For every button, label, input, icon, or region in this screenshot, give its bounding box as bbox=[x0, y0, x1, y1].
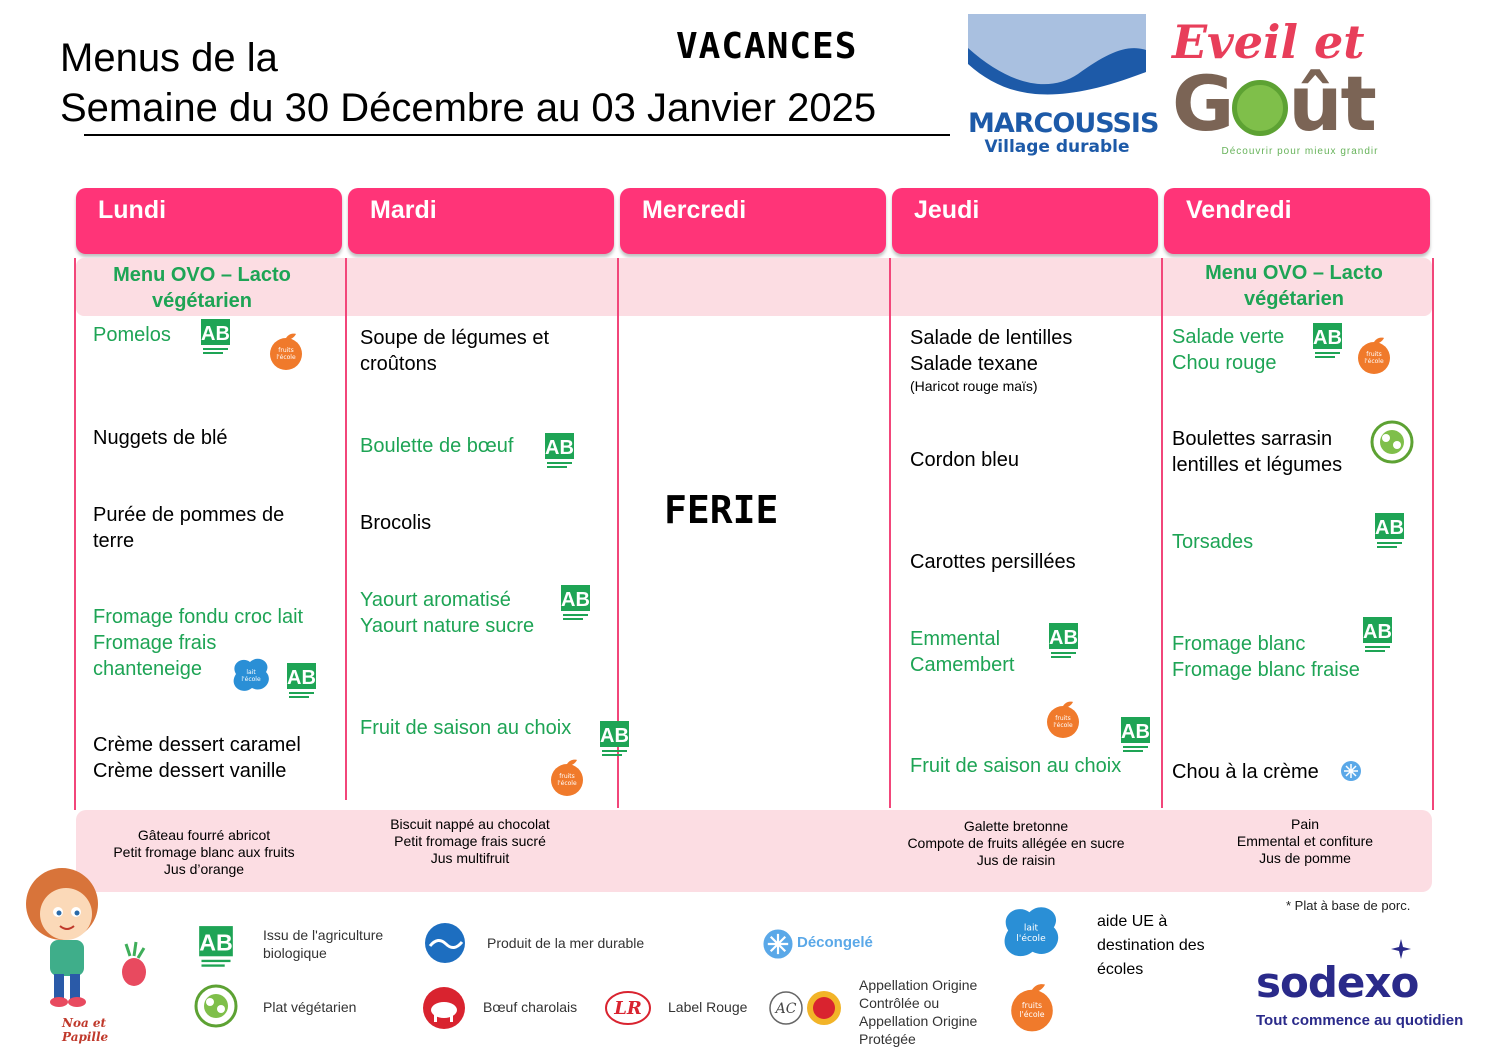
mardi-dessert: Fruit de saison au choix bbox=[360, 717, 572, 739]
jeudi-starter-note: (Haricot rouge maïs) bbox=[910, 378, 1038, 394]
sodexo-tagline: Tout commence au quotidien bbox=[1256, 1012, 1464, 1029]
mercredi-ferie: FERIE bbox=[664, 488, 779, 532]
lundi-side: Purée de pommes de terre bbox=[93, 504, 285, 552]
gouter-item: Compote de fruits allégée en sucre bbox=[907, 835, 1125, 851]
ab-bio-icon bbox=[1048, 622, 1079, 660]
ab-bio-icon bbox=[1120, 716, 1151, 754]
page-title-line1: Menus de la bbox=[60, 36, 278, 80]
mardi-dairy1: Yaourt aromatisé bbox=[360, 589, 511, 611]
lundi-dessert1: Crème dessert caramel bbox=[93, 734, 301, 756]
gouter-jeudi bbox=[896, 818, 1136, 869]
vacances-label: VACANCES bbox=[676, 26, 858, 67]
svg-text:fruits: fruits bbox=[1055, 715, 1071, 722]
legend-plat-vegetarien-icon bbox=[194, 984, 238, 1033]
vendredi-dairy1: Fromage blanc bbox=[1172, 633, 1306, 655]
ab-bio-icon bbox=[1312, 322, 1343, 360]
legend-aop-icon bbox=[806, 990, 842, 1031]
day-header-mercredi: Mercredi bbox=[620, 188, 886, 254]
svg-text:AB: AB bbox=[1121, 721, 1150, 743]
jeudi-dairy1: Emmental bbox=[910, 628, 1001, 650]
lait-ecole-icon bbox=[228, 654, 274, 696]
jeudi-main: Cordon bleu bbox=[910, 449, 1019, 471]
day-header-lundi: Lundi bbox=[76, 188, 342, 254]
decongele-snowflake-icon bbox=[1340, 760, 1362, 782]
legend-boeuf-charolais-icon bbox=[422, 986, 466, 1035]
ab-bio-icon bbox=[200, 318, 231, 356]
svg-text:l'école: l'école bbox=[557, 780, 577, 787]
svg-text:AB: AB bbox=[201, 323, 230, 345]
legend-decongele-label: Décongelé bbox=[797, 934, 873, 951]
gouter-item: Petit fromage blanc aux fruits bbox=[113, 844, 295, 860]
svg-text:l'école: l'école bbox=[1053, 722, 1073, 729]
title-underline bbox=[84, 134, 950, 136]
ab-bio-icon bbox=[286, 662, 317, 700]
svg-text:LR: LR bbox=[614, 998, 642, 1019]
legend-lait-ecole-icon bbox=[996, 900, 1066, 969]
ab-bio-icon bbox=[1362, 616, 1393, 654]
jeudi-dessert: Fruit de saison au choix bbox=[910, 755, 1122, 777]
vendredi-starter1: Salade verte bbox=[1172, 326, 1285, 348]
gouter-item: Jus multifruit bbox=[430, 850, 510, 866]
lundi-dessert2: Crème dessert vanille bbox=[93, 760, 287, 782]
mardi-dairy2: Yaourt nature sucre bbox=[360, 615, 535, 637]
gouter-item: Jus d’orange bbox=[163, 861, 245, 877]
svg-text:AB: AB bbox=[545, 437, 574, 459]
ab-bio-icon bbox=[544, 432, 575, 470]
svg-text:AB: AB bbox=[1375, 517, 1404, 539]
gouter-item: Galette bretonne bbox=[963, 818, 1069, 834]
svg-text:l'école: l'école bbox=[1016, 934, 1046, 945]
svg-text:l'école: l'école bbox=[1364, 358, 1384, 365]
gouter-item: Petit fromage frais sucré bbox=[394, 833, 546, 849]
legend-vege-label: Plat végétarien bbox=[263, 999, 357, 1015]
lundi-dairy2: Fromage frais chanteneige bbox=[93, 632, 217, 680]
gouter-item: Jus de pomme bbox=[1259, 850, 1351, 866]
page-title-line2: Semaine du 30 Décembre au 03 Janvier 2025 bbox=[60, 86, 877, 130]
eveil-tagline: Découvrir pour mieux grandir bbox=[1221, 146, 1379, 157]
legend-label-rouge-label: Label Rouge bbox=[668, 999, 748, 1015]
gouter-vendredi bbox=[1200, 816, 1410, 867]
svg-text:AC: AC bbox=[775, 1001, 797, 1017]
fruits-legumes-ecole-icon bbox=[1354, 336, 1394, 376]
vendredi-starter2: Chou rouge bbox=[1172, 352, 1277, 374]
marcoussis-wave-icon bbox=[968, 14, 1146, 106]
vendredi-main2: lentilles et légumes bbox=[1172, 454, 1343, 476]
legend-aoc-icon bbox=[768, 990, 804, 1031]
svg-text:l'école: l'école bbox=[276, 354, 296, 361]
lundi-main: Nuggets de blé bbox=[93, 427, 228, 449]
gout-title bbox=[1172, 59, 1428, 148]
marcoussis-name: MARCOUSSIS bbox=[968, 108, 1159, 139]
legend-mer-label: Produit de la mer durable bbox=[487, 935, 645, 951]
legend-label-rouge-icon bbox=[604, 990, 652, 1031]
vendredi-dairy2: Fromage blanc fraise bbox=[1172, 659, 1360, 681]
mardi-side: Brocolis bbox=[360, 512, 432, 534]
svg-text:fruits: fruits bbox=[1366, 351, 1382, 358]
lundi-dairy1: Fromage fondu croc lait bbox=[93, 606, 304, 628]
legend-bio-label: Issu de l'agriculture biologique bbox=[263, 927, 384, 961]
noa-papille-mascot-icon bbox=[4, 862, 154, 1044]
legend-aoc-label: Appellation Origine Contrôlée ou Appellation Origine Protégée bbox=[859, 977, 978, 1047]
ab-bio-icon bbox=[599, 720, 630, 758]
svg-text:lait: lait bbox=[246, 669, 256, 676]
plat-vegetarien-icon bbox=[1370, 420, 1414, 464]
gouter-item: Emmental et confiture bbox=[1236, 833, 1374, 849]
svg-text:AB: AB bbox=[1049, 627, 1078, 649]
svg-text:AB: AB bbox=[1313, 327, 1342, 349]
svg-text:lait: lait bbox=[1023, 923, 1039, 934]
column-divider bbox=[345, 258, 347, 800]
day-header-mardi: Mardi bbox=[348, 188, 614, 254]
day-header-vendredi: Vendredi bbox=[1164, 188, 1430, 254]
fruits-legumes-ecole-icon bbox=[547, 758, 587, 798]
svg-text:l'école: l'école bbox=[241, 676, 261, 683]
eveil-gout-logo bbox=[1172, 14, 1428, 189]
day-header-jeudi: Jeudi bbox=[892, 188, 1158, 254]
svg-text:AB: AB bbox=[1363, 621, 1392, 643]
column-divider bbox=[1161, 258, 1163, 808]
vendredi-dessert: Chou à la crème bbox=[1172, 761, 1319, 783]
legend-mer-durable-icon bbox=[424, 922, 466, 969]
svg-text:AB: AB bbox=[600, 725, 629, 747]
legend-snowflake-icon bbox=[762, 928, 794, 965]
jeudi-starter2: Salade texane bbox=[910, 353, 1038, 375]
gouter-item: Jus de raisin bbox=[976, 852, 1056, 868]
noa-papille-label: Noa et Papille bbox=[62, 1016, 109, 1044]
lundi-starter: Pomelos bbox=[93, 324, 171, 346]
column-divider bbox=[889, 258, 891, 808]
svg-text:l'école: l'école bbox=[1019, 1010, 1045, 1020]
gouter-mardi bbox=[362, 816, 578, 867]
marcoussis-logo bbox=[968, 14, 1159, 162]
legend-ab-bio-icon bbox=[198, 924, 234, 975]
ab-bio-icon bbox=[1374, 512, 1405, 550]
svg-text:AB: AB bbox=[561, 589, 590, 611]
svg-text:fruits: fruits bbox=[559, 773, 575, 780]
column-divider bbox=[1432, 258, 1434, 810]
column-divider bbox=[74, 258, 76, 810]
svg-text:fruits: fruits bbox=[278, 347, 294, 354]
legend-boeuf-label: Bœuf charolais bbox=[483, 999, 578, 1015]
svg-text:AB: AB bbox=[287, 667, 316, 689]
globe-icon bbox=[1232, 80, 1288, 136]
sodexo-logo: sodexo bbox=[1256, 958, 1419, 1007]
fruits-legumes-ecole-icon bbox=[266, 332, 306, 372]
legend-aide-ue-label: aide UE à destination des écoles bbox=[1097, 913, 1205, 978]
gouter-item: Gâteau fourré abricot bbox=[137, 827, 271, 843]
svg-text:AB: AB bbox=[199, 929, 233, 956]
porc-note: * Plat à base de porc. bbox=[1286, 898, 1411, 913]
marcoussis-subtitle: Village durable bbox=[984, 137, 1130, 157]
svg-text:fruits: fruits bbox=[1021, 1001, 1043, 1010]
menu-ovo-vendredi: Menu OVO – Lacto végétarien bbox=[1205, 262, 1383, 310]
gouter-item: Pain bbox=[1290, 816, 1320, 832]
fruits-legumes-ecole-icon bbox=[1043, 700, 1083, 740]
vendredi-side: Torsades bbox=[1172, 531, 1254, 553]
jeudi-side: Carottes persillées bbox=[910, 551, 1076, 573]
legend-fruits-ecole-icon bbox=[1006, 982, 1058, 1039]
gout-letters-ut: ût bbox=[1288, 59, 1375, 148]
menu-ovo-lundi: Menu OVO – Lacto végétarien bbox=[113, 264, 291, 312]
jeudi-dairy2: Camembert bbox=[910, 654, 1015, 676]
gout-letter-g: G bbox=[1172, 59, 1233, 148]
mardi-main: Boulette de bœuf bbox=[360, 435, 514, 457]
mardi-starter: Soupe de légumes et croûtons bbox=[360, 327, 550, 375]
gouter-item: Biscuit nappé au chocolat bbox=[390, 816, 550, 832]
ab-bio-icon bbox=[560, 584, 591, 622]
jeudi-starter1: Salade de lentilles bbox=[910, 327, 1073, 349]
eveil-title: Eveil et bbox=[1172, 15, 1365, 69]
vendredi-main1: Boulettes sarrasin bbox=[1172, 428, 1333, 450]
